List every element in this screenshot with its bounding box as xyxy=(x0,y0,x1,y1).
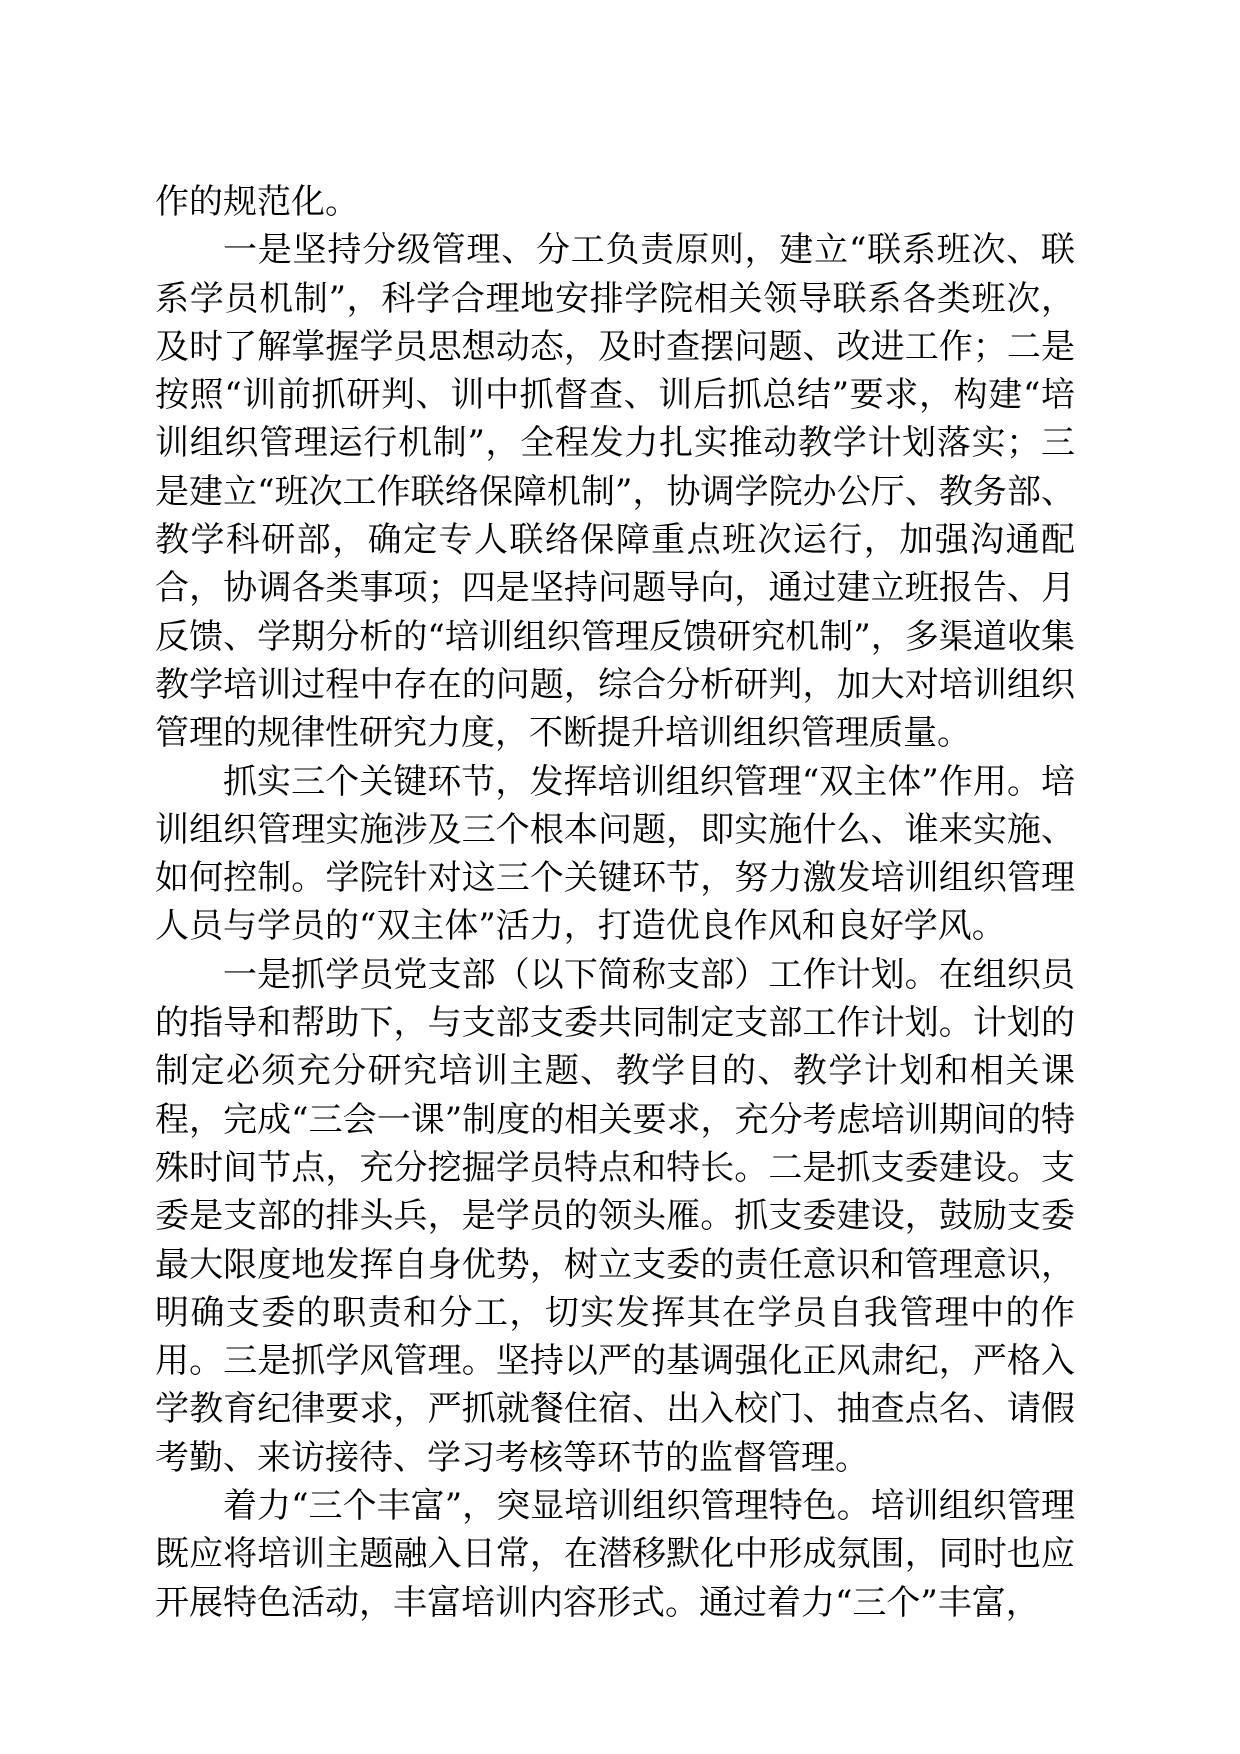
document-body xyxy=(155,178,1075,1627)
paragraph-three-enrichments: 着力“三个丰富”，突显培训组织管理特色。培训组织管理既应将培训主题融入日常，在潜移默化中形成氛围，同时也应开展特色活动，丰富培训内容形式。通过着力“三个”丰富， xyxy=(155,1486,1075,1623)
paragraph-mechanisms: 一是坚持分级管理、分工负责原则，建立“联系班次、联系学员机制”，科学合理地安排学院相关领导联系各类班次，及时了解掌握学员思想动态，及时查摆问题、改进工作；二是按照“训前抓研判、训中抓督查、训后抓总结”要求，构建“培训组织管理运行机制”，全程发力扎实推动教学计划落实；三是建立“班次工作联络保障机制”，协调学院办公厅、教务部、教学科研部，确定专人联络保障重点班次运行，加强沟通配合，协调各类事项；四是坚持问题导向，通过建立班报告、月反馈、学期分析的“培训组织管理反馈研究机制”，多渠道收集教学培训过程中存在的问题，综合分析研判，加大对培训组织管理的规律性研究力度，不断提升培训组织管理质量。 xyxy=(155,230,1075,754)
paragraph-party-branch: 一是抓学员党支部（以下简称支部）工作计划。在组织员的指导和帮助下，与支部支委共同制定支部工作计划。计划的制定必须充分研究培训主题、教学目的、教学计划和相关课程，完成“三会一课”制度的相关要求，充分考虑培训期间的特殊时间节点，充分挖掘学员特点和特长。二是抓支委建设。支委是支部的排头兵，是学员的领头雁。抓支委建设，鼓励支委最大限度地发挥自身优势，树立支委的责任意识和管理意识，明确支委的职责和分工，切实发挥其在学员自我管理中的作用。三是抓学风管理。坚持以严的基调强化正风肃纪，严格入学教育纪律要求，严抓就餐住宿、出入校门、抽查点名、请假考勤、来访接待、学习考核等环节的监督管理。 xyxy=(155,954,1075,1478)
paragraph-key-links-heading: 抓实三个关键环节，发挥培训组织管理“双主体”作用。培训组织管理实施涉及三个根本问题，即实施什么、谁来实施、如何控制。学院针对这三个关键环节，努力激发培训组织管理人员与学员的“双主体”活力，打造优良作风和良好学风。 xyxy=(155,761,1075,947)
paragraph-continuation: 作的规范化。 xyxy=(155,182,359,222)
